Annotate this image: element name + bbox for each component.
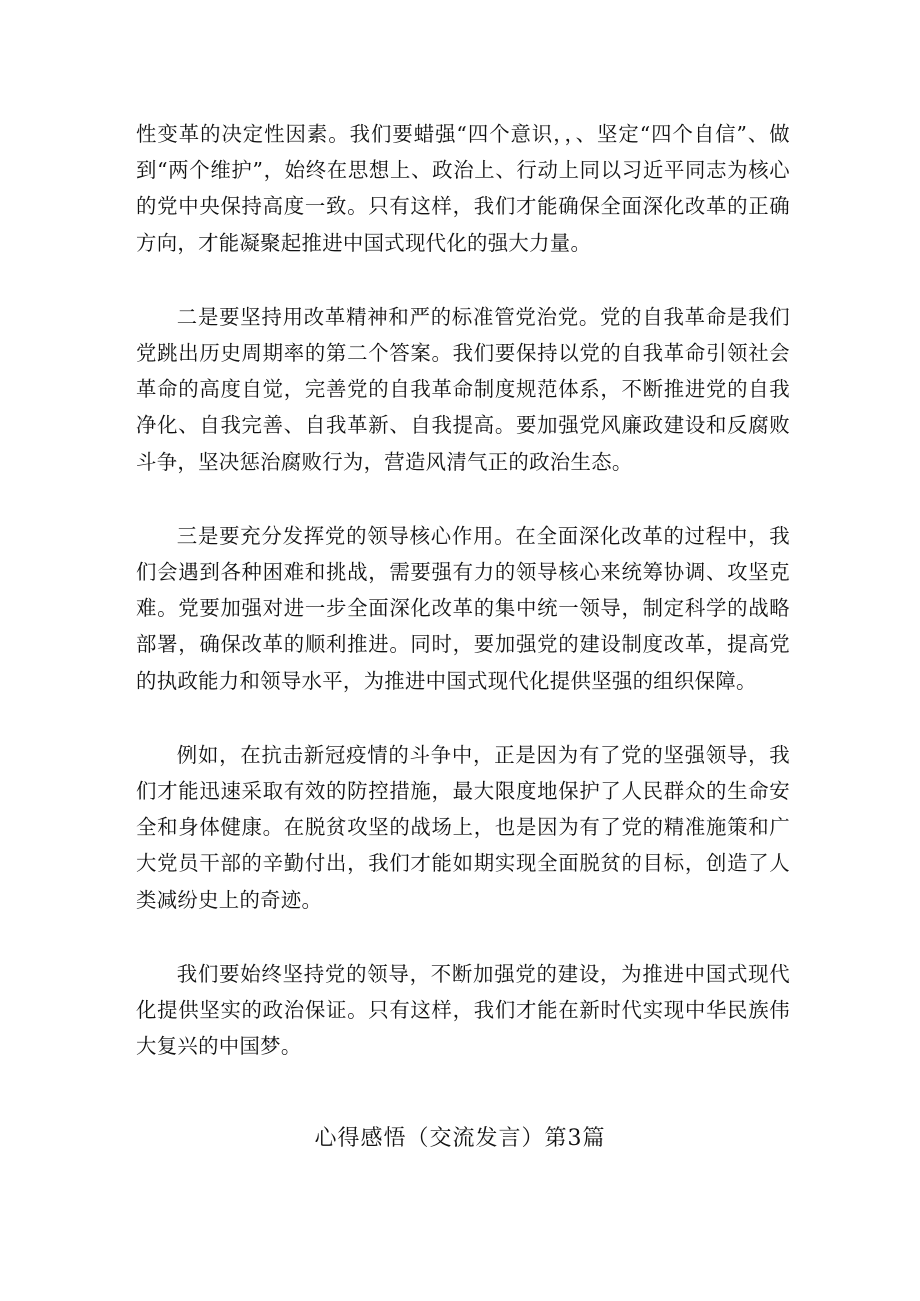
section-title: 心得感悟（交流发言）第3篇 (314, 1126, 606, 1151)
document-body (136, 116, 790, 1064)
paragraph-point-three: 三是要充分发挥党的领导核心作用。在全面深化改革的过程中，我们会遇到各种困难和挑战，需要强有力的领导核心来统筹协调、攻坚克难。党要加强对进一步全面深化改革的集中统一领导，制定科学的战略部署，确保改革的顺利推进。同时，要加强党的建设制度改革，提高党的执政能力和领导水平，为推进中国式现代化提供坚强的组织保障。 (136, 523, 790, 693)
paragraph-example: 例如，在抗击新冠疫情的斗争中，正是因为有了党的坚强领导，我们才能迅速采取有效的防控措施，最大限度地保护了人民群众的生命安全和身体健康。在脱贫攻坚的战场上，也是因为有了党的精准施策和广大党员干部的辛勤付出，我们才能如期实现全面脱贫的目标，创造了人类减纷史上的奇迹。 (136, 742, 790, 912)
paragraph-conclusion: 我们要始终坚持党的领导，不断加强党的建设，为推进中国式现代化提供坚实的政治保证。只有这样，我们才能在新时代实现中华民族伟大复兴的中国梦。 (136, 961, 790, 1059)
paragraph-point-two: 二是要坚持用改革精神和严的标准管党治党。党的自我革命是我们党跳出历史周期率的第二个答案。我们要保持以党的自我革命引领社会革命的高度自觉，完善党的自我革命制度规范体系，不断推进党的自我净化、自我完善、自我革新、自我提高。要加强党风廉政建设和反腐败斗争，坚决惩治腐败行为，营造风清气正的政治生态。 (136, 304, 790, 474)
paragraph-continuation: 性变革的决定性因素。我们要蜡强“四个意识，，、坚定“四个自信”、做到“两个维护”，始终在思想上、政治上、行动上同以习近平同志为核心的党中央保持高度一致。只有这样，我们才能确保全面深化改革的正确方向，才能凝聚起推进中国式现代化的强大力量。 (136, 122, 790, 255)
